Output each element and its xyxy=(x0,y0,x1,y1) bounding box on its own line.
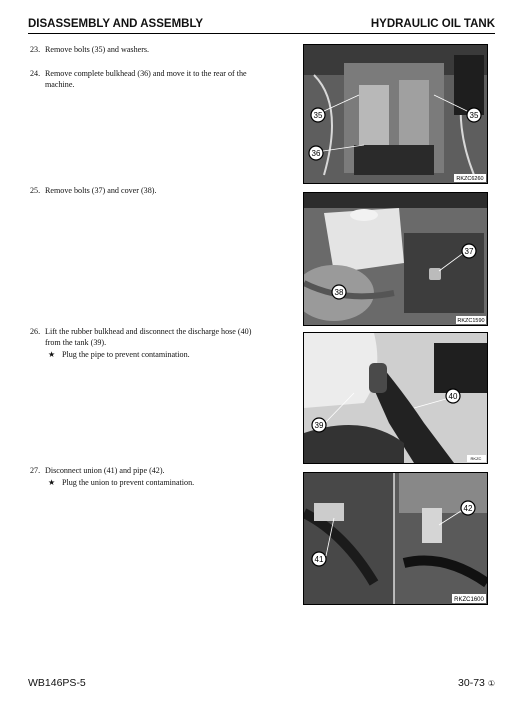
svg-text:35: 35 xyxy=(313,111,323,120)
svg-text:41: 41 xyxy=(314,555,324,564)
step-26: 26. Lift the rubber bulkhead and disconnect the discharge hose (40) from the tank (39). ★ Plug the pipe to prevent contamination. xyxy=(30,326,288,361)
step-25: 25. Remove bolts (37) and cover (38). xyxy=(30,186,157,195)
photo-code: RKZC1600 xyxy=(454,597,484,603)
photo-code: RKZC1590 xyxy=(457,318,485,324)
svg-text:42: 42 xyxy=(463,504,473,513)
note: ★ Plug the union to prevent contamination. xyxy=(48,478,195,488)
photo-cover xyxy=(303,192,488,326)
revision-mark: ① xyxy=(487,679,495,688)
step-27: 27. Disconnect union (41) and pipe (42). ★ Plug the union to prevent contamination. xyxy=(30,465,288,488)
photo-cover-image xyxy=(304,193,487,325)
photo-union-pipe-image xyxy=(304,473,487,604)
photo-bulkhead xyxy=(303,44,488,184)
svg-text:35: 35 xyxy=(469,111,479,120)
step-24: 24. Remove complete bulkhead (36) and move it to the rear of the machine. xyxy=(30,69,247,90)
svg-text:38: 38 xyxy=(334,288,344,297)
photo-union-pipe xyxy=(303,472,488,605)
model-number: WB146PS-5 xyxy=(28,677,86,689)
photo-discharge-hose-image xyxy=(304,333,487,463)
photo-code: RKZC xyxy=(470,456,482,461)
star-icon: ★ xyxy=(48,350,56,360)
photo-bulkhead-image xyxy=(304,45,487,183)
note: ★ Plug the pipe to prevent contamination. xyxy=(48,350,190,360)
section-title: DISASSEMBLY AND ASSEMBLY xyxy=(28,18,204,30)
photo-discharge-hose xyxy=(303,332,488,464)
photo-code: RKZC6260 xyxy=(456,176,484,182)
svg-text:37: 37 xyxy=(464,247,474,256)
svg-text:39: 39 xyxy=(314,421,324,430)
page-header xyxy=(28,18,495,34)
star-icon: ★ xyxy=(48,478,56,488)
page-number: 30-73 ① xyxy=(458,677,495,689)
step-23: 23. Remove bolts (35) and washers. xyxy=(30,45,150,54)
svg-text:40: 40 xyxy=(448,392,458,401)
page-footer xyxy=(28,677,495,689)
svg-text:36: 36 xyxy=(311,149,321,158)
subsection-title: HYDRAULIC OIL TANK xyxy=(370,18,495,30)
